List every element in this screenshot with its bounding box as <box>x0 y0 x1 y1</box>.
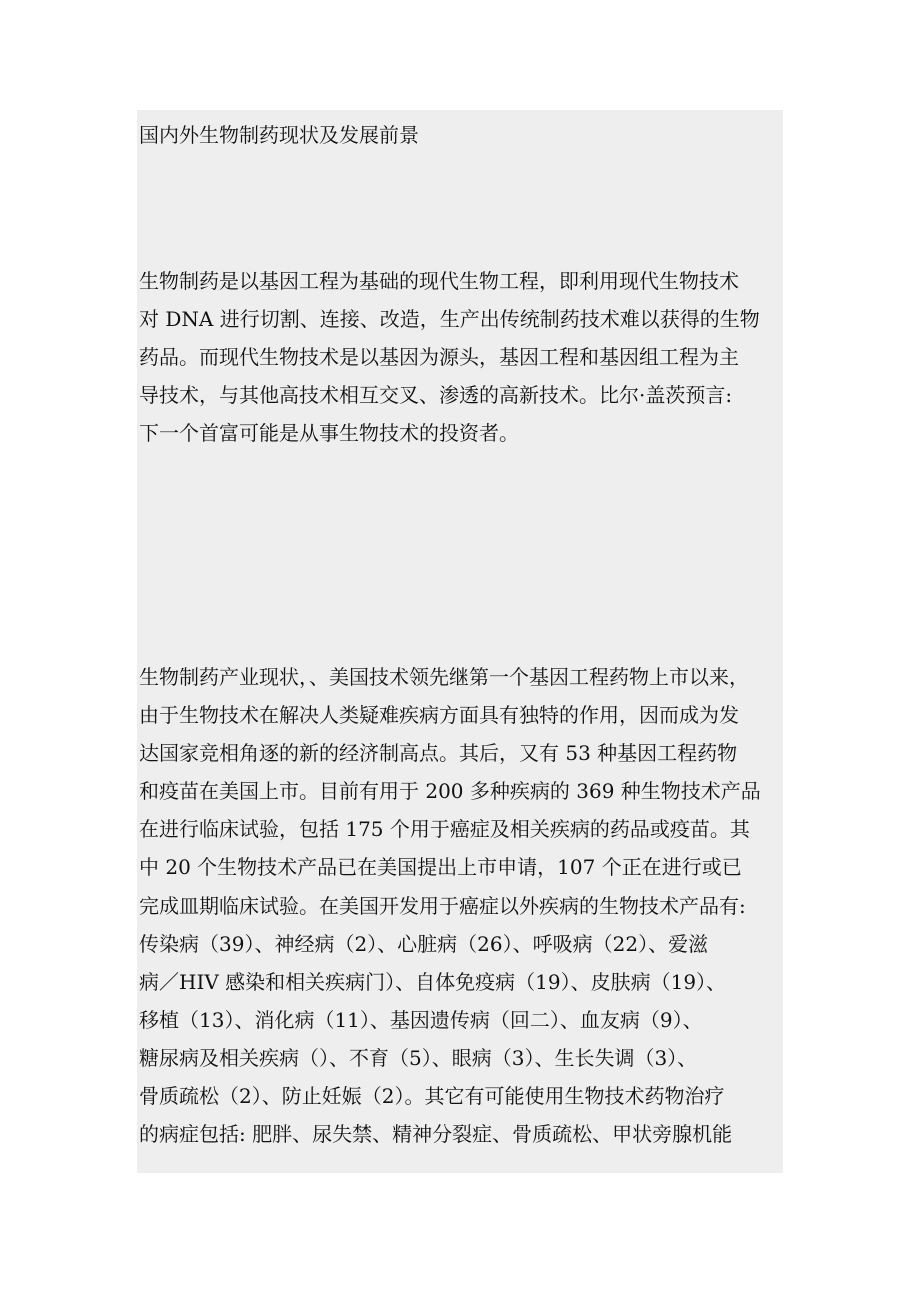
paragraph-line: 传染病（39）、神经病（2）、心脏病（26）、呼吸病（22）、爱滋 <box>139 931 709 956</box>
paragraph-line: 药品。而现代生物技术是以基因为源头，基因工程和基因组工程为主 <box>139 345 739 370</box>
paragraph-line: 在进行临床试验，包括 175 个用于癌症及相关疾病的药品或疫苗。其 <box>139 817 750 842</box>
paragraph-line: 病／HIV 感染和相关疾病门）、自体免疫病（19）、皮肤病（19）、 <box>139 969 727 994</box>
paragraph-line: 下一个首富可能是从事生物技术的投资者。 <box>139 421 519 446</box>
paragraph-line: 完成皿期临床试验。在美国开发用于癌症以外疾病的生物技术产品有: <box>139 893 746 918</box>
paragraph-intro <box>139 262 783 452</box>
document-title: 国内外生物制药现状及发展前景 <box>139 123 419 147</box>
paragraph-line: 和疫苗在美国上市。目前有用于 200 多种疾病的 369 种生物技术产品 <box>139 779 761 804</box>
paragraph-industry-status <box>139 658 783 1153</box>
paragraph-line: 移植（13）、消化病（11）、基因遗传病（回二）、血友病（9）、 <box>139 1007 703 1032</box>
paragraph-line: 的病症包括: 肥胖、尿失禁、精神分裂症、骨质疏松、甲状旁腺机能 <box>139 1122 733 1147</box>
paragraph-line: 骨质疏松（2）、防止妊娠（2）。其它有可能使用生物技术药物治疗 <box>139 1084 725 1109</box>
document-text-block <box>137 110 783 1173</box>
paragraph-line: 糖尿病及相关疾病（）、不育（5）、眼病（3）、生长失调（3）、 <box>139 1045 698 1070</box>
paragraph-line: 导技术，与其他高技术相互交叉、渗透的高新技术。比尔·盖茨预言: <box>139 383 733 408</box>
paragraph-line: 生物制药是以基因工程为基础的现代生物工程，即利用现代生物技术 <box>139 269 739 293</box>
paragraph-line: 对 DNA 进行切割、连接、改造，生产出传统制药技术难以获得的生物 <box>139 307 760 332</box>
paragraph-line: 中 20 个生物技术产品已在美国提出上市申请，107 个正在进行或已 <box>139 855 742 880</box>
paragraph-line: 达国家竞相角逐的新的经济制高点。其后，又有 53 种基因工程药物 <box>139 741 738 766</box>
paragraph-line: 由于生物技术在解决人类疑难疾病方面具有独特的作用，因而成为发 <box>139 703 739 728</box>
paragraph-line: 生物制药产业现状，、美国技术领先继第一个基因工程药物上市以来， <box>139 665 749 689</box>
